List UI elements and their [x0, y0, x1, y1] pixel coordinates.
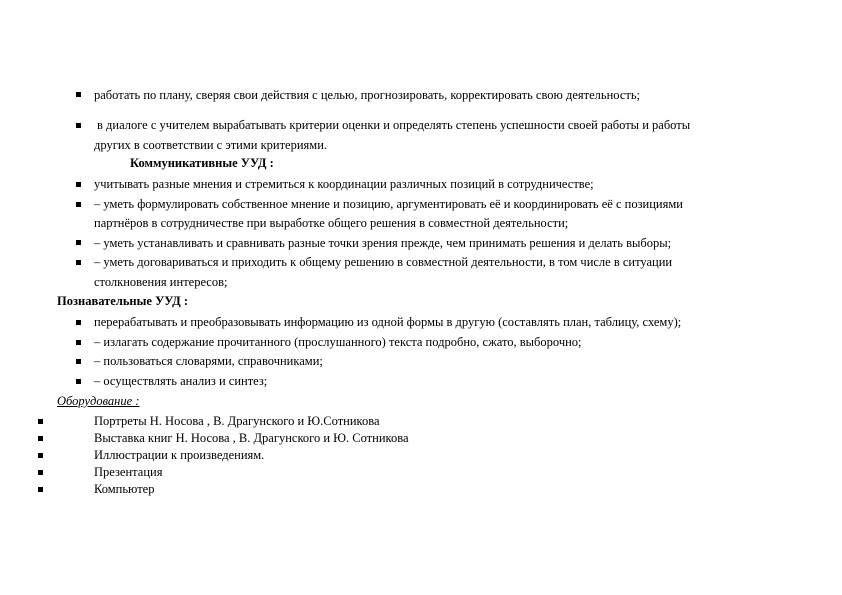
list-item-text: учитывать разные мнения и стремиться к координации различных позиций в сотрудничестве; — [94, 177, 594, 191]
list-item-text: перерабатывать и преобразовывать информацию из одной формы в другую (составлять план, таблицу, схему); — [94, 315, 682, 329]
bullet-icon — [76, 240, 81, 245]
equipment-item: Иллюстрации к произведениям. — [94, 448, 265, 462]
list-item-text-continued: столкновения интересов; — [94, 275, 228, 289]
list-item-text-continued: других в соответствии с этими критериями. — [94, 138, 328, 152]
equipment-item: Презентация — [94, 465, 163, 479]
equipment-item: Компьютер — [94, 482, 155, 496]
bullet-icon — [76, 320, 81, 325]
section-heading-communicative: Коммуникативные УУД : — [130, 156, 274, 170]
bullet-icon — [38, 419, 43, 424]
list-item-text: – пользоваться словарями, справочниками; — [94, 354, 323, 368]
bullet-icon — [38, 470, 43, 475]
bullet-icon — [76, 359, 81, 364]
list-item-text-continued: партнёров в сотрудничестве при выработке общего решения в совместной деятельности; — [94, 216, 569, 230]
bullet-icon — [38, 487, 43, 492]
bullet-icon — [38, 436, 43, 441]
section-heading-equipment: Оборудование : — [57, 394, 140, 408]
list-item-text: – излагать содержание прочитанного (прослушанного) текста подробно, сжато, выборочно; — [94, 335, 582, 349]
bullet-icon — [76, 123, 81, 128]
bullet-icon — [38, 453, 43, 458]
bullet-icon — [76, 379, 81, 384]
bullet-icon — [76, 340, 81, 345]
bullet-icon — [76, 202, 81, 207]
equipment-item: Портреты Н. Носова , В. Драгунского и Ю.Сотникова — [94, 414, 380, 428]
list-item-text: – осуществлять анализ и синтез; — [94, 374, 268, 388]
list-item-text: – уметь договариваться и приходить к общему решению в совместной деятельности, в том числе в ситуации — [94, 255, 673, 269]
section-heading-cognitive: Познавательные УУД : — [57, 294, 189, 308]
list-item-text: в диалоге с учителем вырабатывать критерии оценки и определять степень успешности своей работы и работы — [97, 118, 691, 132]
bullet-icon — [76, 260, 81, 265]
equipment-item: Выставка книг Н. Носова , В. Драгунского и Ю. Сотникова — [94, 431, 409, 445]
list-item-text: – уметь формулировать собственное мнение и позицию, аргументировать её и координировать её с позициями — [94, 197, 683, 211]
list-item-text: работать по плану, сверяя свои действия с целью, прогнозировать, корректировать свою деятельность; — [94, 88, 641, 102]
bullet-icon — [76, 92, 81, 97]
bullet-icon — [76, 182, 81, 187]
list-item-text: – уметь устанавливать и сравнивать разные точки зрения прежде, чем принимать решения и делать выборы; — [94, 236, 672, 250]
